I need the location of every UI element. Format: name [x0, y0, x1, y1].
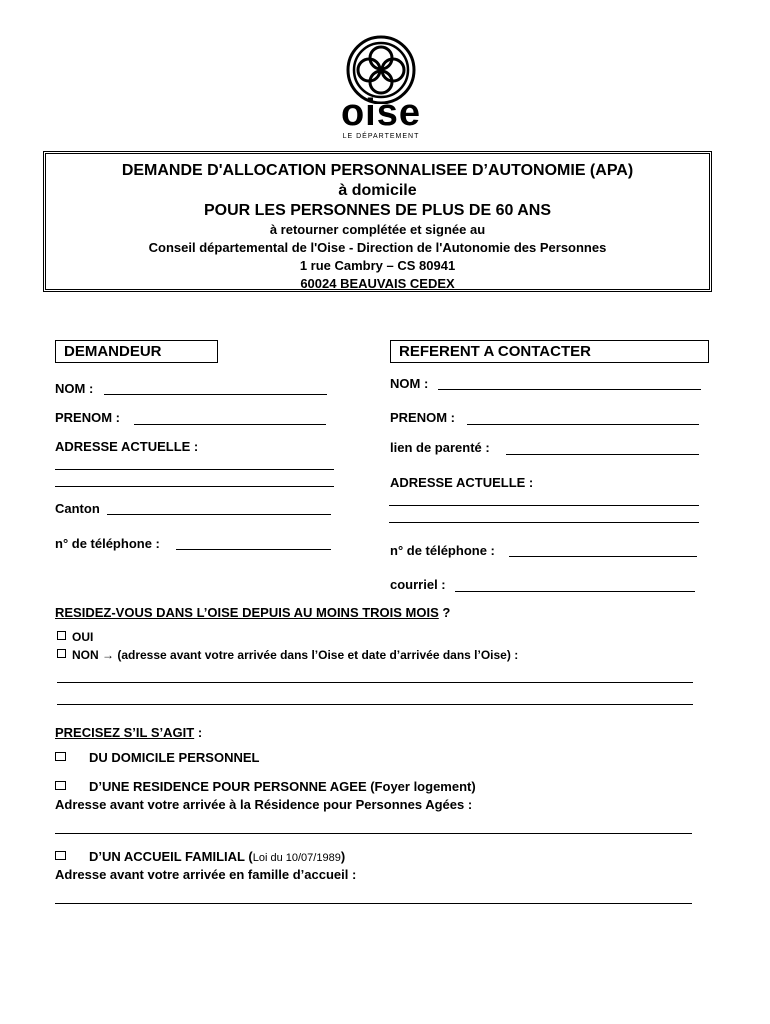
- demandeur-adresse-field-2[interactable]: [55, 486, 334, 487]
- referent-adresse-field-1[interactable]: [389, 505, 699, 506]
- referent-prenom-field[interactable]: [467, 424, 699, 425]
- law-paren-close: ): [340, 849, 346, 864]
- demandeur-prenom-label: PRENOM :: [55, 410, 120, 425]
- residence-agee-checkbox[interactable]: [55, 781, 66, 790]
- non-checkbox[interactable]: [57, 649, 66, 658]
- form-target: POUR LES PERSONNES DE PLUS DE 60 ANS: [203, 202, 552, 219]
- precisez-colon: :: [197, 725, 203, 740]
- domicile-label: DU DOMICILE PERSONNEL: [89, 750, 260, 765]
- referent-courriel-field[interactable]: [455, 591, 695, 592]
- residence-non-option[interactable]: [57, 648, 518, 662]
- referent-telephone-field[interactable]: [509, 556, 697, 557]
- demandeur-canton-field[interactable]: [107, 514, 331, 515]
- demandeur-adresse-label: ADRESSE ACTUELLE :: [55, 439, 199, 454]
- referent-nom-field[interactable]: [438, 389, 701, 390]
- logo-wordmark: oise: [340, 92, 422, 134]
- demandeur-prenom-field[interactable]: [134, 424, 326, 425]
- residence-question: [55, 605, 450, 620]
- referent-nom-label: NOM :: [390, 376, 429, 391]
- precisez-heading: [55, 725, 202, 740]
- referent-prenom-label: PRENOM :: [390, 410, 455, 425]
- form-subtitle: à domicile: [338, 182, 417, 199]
- demandeur-telephone-label: n° de téléphone :: [55, 536, 160, 551]
- form-title: DEMANDE D'ALLOCATION PERSONNALISEE D’AUTONOMIE (APA): [121, 162, 634, 179]
- return-street: 1 rue Cambry – CS 80941: [299, 258, 456, 273]
- referent-adresse-field-2[interactable]: [389, 522, 699, 523]
- accueil-familial-address-field[interactable]: [55, 903, 692, 904]
- domicile-checkbox[interactable]: [55, 752, 66, 761]
- law-paren-open: (: [248, 849, 253, 864]
- referent-adresse-label: ADRESSE ACTUELLE :: [390, 475, 534, 490]
- accueil-familial-address-label: Adresse avant votre arrivée en famille d’accueil :: [55, 867, 357, 882]
- precisez-title: PRECISEZ S’IL S’AGIT: [55, 725, 195, 740]
- accueil-familial-checkbox[interactable]: [55, 851, 66, 860]
- demandeur-section-title: DEMANDEUR: [55, 340, 218, 363]
- residence-oui-option[interactable]: [57, 630, 93, 644]
- demandeur-canton-label: Canton: [55, 501, 100, 516]
- return-instruction: à retourner complétée et signée au: [269, 222, 486, 237]
- return-city: 60024 BEAUVAIS CEDEX: [300, 276, 455, 291]
- residence-question-mark: ?: [442, 605, 451, 620]
- previous-address-field-2[interactable]: [57, 704, 693, 705]
- referent-lien-label: lien de parenté :: [390, 440, 490, 455]
- oise-logo: [333, 32, 429, 142]
- return-recipient: Conseil départemental de l'Oise - Direction de l'Autonomie des Personnes: [148, 240, 607, 255]
- domicile-option[interactable]: [55, 750, 259, 765]
- residence-question-text: RESIDEZ-VOUS DANS L’OISE DEPUIS AU MOINS TROIS MOIS: [55, 605, 439, 620]
- demandeur-nom-label: NOM :: [55, 381, 94, 396]
- residence-agee-address-label: Adresse avant votre arrivée à la Résidence pour Personnes Agées :: [55, 797, 473, 812]
- referent-telephone-label: n° de téléphone :: [390, 543, 495, 558]
- law-reference: Loi du 10/07/1989: [252, 852, 341, 864]
- demandeur-adresse-field-1[interactable]: [55, 469, 334, 470]
- oui-checkbox[interactable]: [57, 631, 66, 640]
- oui-label: OUI: [72, 630, 94, 644]
- referent-courriel-label: courriel :: [390, 577, 446, 592]
- referent-section-title: REFERENT A CONTACTER: [390, 340, 709, 363]
- non-label: NON → (adresse avant votre arrivée dans l’Oise et date d’arrivée dans l’Oise) :: [72, 648, 519, 662]
- accueil-familial-label: D’UN ACCUEIL FAMILIAL: [89, 849, 245, 864]
- demandeur-nom-field[interactable]: [104, 394, 327, 395]
- accueil-familial-option[interactable]: [55, 849, 345, 864]
- previous-address-field-1[interactable]: [57, 682, 693, 683]
- referent-lien-field[interactable]: [506, 454, 699, 455]
- form-header-box: [43, 151, 712, 292]
- residence-agee-label: D’UNE RESIDENCE POUR PERSONNE AGEE (Foyer logement): [89, 779, 476, 794]
- residence-agee-option[interactable]: [55, 779, 476, 794]
- logo-tagline: LE DÉPARTEMENT: [342, 133, 420, 140]
- demandeur-telephone-field[interactable]: [176, 549, 331, 550]
- residence-agee-address-field[interactable]: [55, 833, 692, 834]
